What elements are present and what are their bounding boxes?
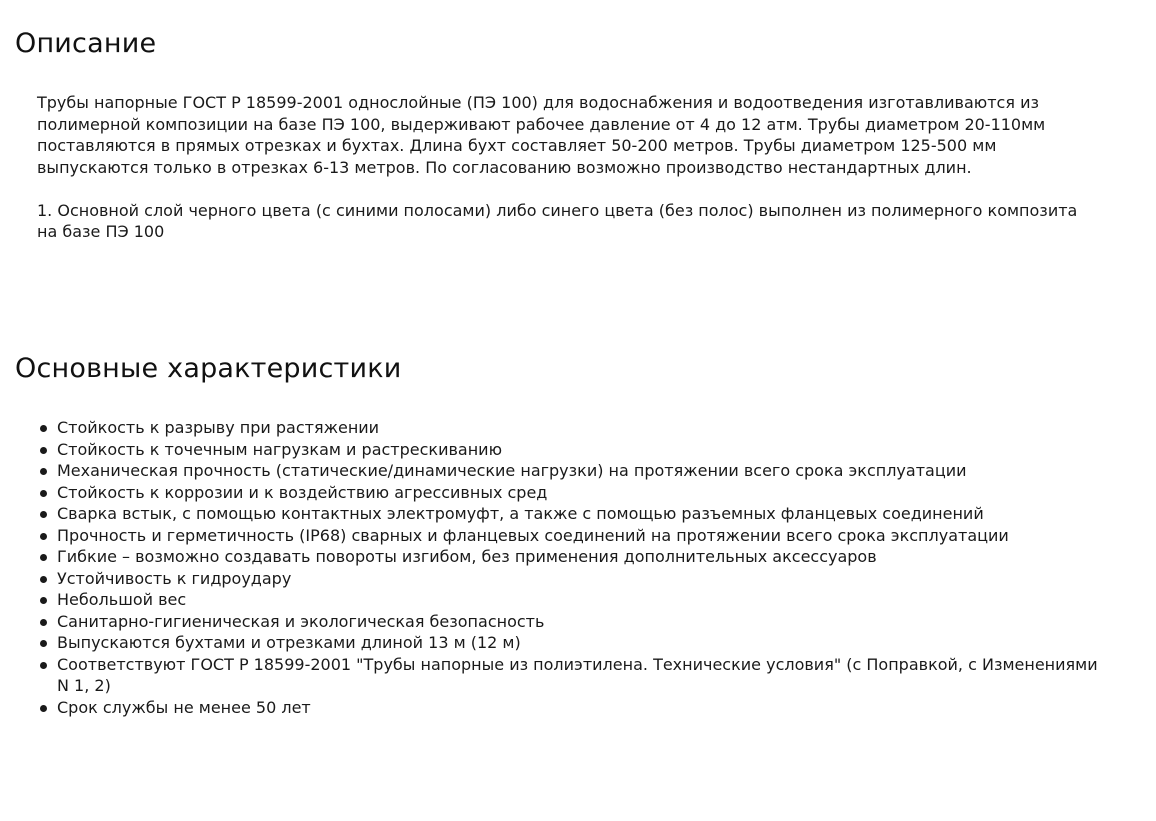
description-heading: Описание bbox=[15, 28, 157, 59]
characteristics-list-item: Соответствуют ГОСТ Р 18599-2001 "Трубы напорные из полиэтилена. Технические условия" (с Поправкой, с Изменениями N 1, 2) bbox=[38, 654, 1098, 697]
characteristics-list-item: Гибкие – возможно создавать повороты изгибом, без применения дополнительных аксессуаров bbox=[38, 546, 1098, 568]
characteristics-heading: Основные характеристики bbox=[15, 353, 402, 384]
characteristics-list bbox=[38, 417, 1098, 718]
characteristics-list-item: Санитарно-гигиеническая и экологическая безопасность bbox=[38, 611, 1098, 633]
characteristics-list-item: Стойкость к разрыву при растяжении bbox=[38, 417, 1098, 439]
characteristics-list-item: Срок службы не менее 50 лет bbox=[38, 697, 1098, 719]
characteristics-list-item: Прочность и герметичность (IP68) сварных и фланцевых соединений на протяжении всего срока эксплуатации bbox=[38, 525, 1098, 547]
characteristics-list-item: Небольшой вес bbox=[38, 589, 1098, 611]
description-body bbox=[37, 92, 1097, 243]
characteristics-list-item: Механическая прочность (статические/динамические нагрузки) на протяжении всего срока эксплуатации bbox=[38, 460, 1098, 482]
characteristics-list-item: Устойчивость к гидроудару bbox=[38, 568, 1098, 590]
description-paragraph: Трубы напорные ГОСТ Р 18599-2001 однослойные (ПЭ 100) для водоснабжения и водоотведения изготавливаются из полимерной композиции на базе ПЭ 100, выдерживают рабочее давление от 4 до 12 атм. Трубы диаметром 20-110мм поставляются в прямых отрезках и бухтах. Длина бухт составляет 50-200 метров. Трубы диаметром 125-500 мм выпускаются только в отрезках 6-13 метров. По согласованию возможно производство нестандартных длин. bbox=[37, 93, 1046, 177]
characteristics-list-item: Стойкость к точечным нагрузкам и растрескиванию bbox=[38, 439, 1098, 461]
characteristics-list-item: Сварка встык, с помощью контактных электромуфт, а также с помощью разъемных фланцевых соединений bbox=[38, 503, 1098, 525]
characteristics-list-item: Выпускаются бухтами и отрезками длиной 13 м (12 м) bbox=[38, 632, 1098, 654]
characteristics-list-item: Стойкость к коррозии и к воздействию агрессивных сред bbox=[38, 482, 1098, 504]
description-paragraph: 1. Основной слой черного цвета (с синими полосами) либо синего цвета (без полос) выполнен из полимерного композита на базе ПЭ 100 bbox=[37, 200, 1078, 241]
